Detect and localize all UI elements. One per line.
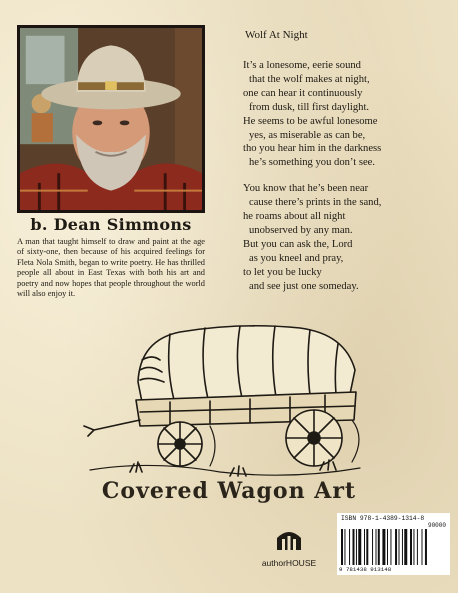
author-portrait-image <box>20 28 202 210</box>
poem-line: he roams about all night <box>243 211 346 223</box>
poem-line: You know that he’s been near <box>243 183 369 195</box>
brand-title: Covered Wagon Art <box>101 478 357 504</box>
covered-wagon-illustration <box>70 320 370 490</box>
poem-line: that the wolf makes at night, <box>249 73 370 85</box>
poem-line: and see just one someday. <box>249 280 359 292</box>
publisher-logo <box>258 528 320 568</box>
poem-line: cause there’s prints in the sand, <box>249 197 382 209</box>
arch-house-icon <box>274 528 304 552</box>
poem-line: It’s a lonesome, eerie sound <box>243 60 361 71</box>
author-name: b. Dean Simmons <box>30 215 192 234</box>
author-photo <box>17 25 205 213</box>
poem-line: to let you be lucky <box>243 266 322 278</box>
poem-body <box>243 59 448 306</box>
poem-line: one can hear it continuously <box>243 87 363 99</box>
isbn-barcode <box>337 513 450 575</box>
poem-line: from dusk, till first daylight. <box>249 101 370 113</box>
poem-line: tho you hear him in the darkness <box>243 143 382 155</box>
publisher-name: authorHOUSE <box>261 558 317 568</box>
barcode-digits: 9 781438 913148 <box>339 566 392 573</box>
author-bio: A man that taught himself to draw and paint at the age of sixty-one, then because of his acquired feelings for Fleta Nola Smith, began to write poetry. He has thrilled people all about in East Texas with both his art and poetry and now hopes that people throughout the world will also enjoy it. <box>17 237 205 299</box>
poem-line: unobserved by any man. <box>249 224 353 236</box>
isbn-number: ISBN 978-1-4389-1314-8 <box>341 515 425 522</box>
poem-stanza <box>243 59 448 170</box>
poem-line: he’s something you don’t see. <box>249 157 376 169</box>
barcode-bars <box>341 529 446 565</box>
poem-stanza <box>243 182 448 293</box>
poem-line: He seems to be awful lonesome <box>243 115 378 127</box>
poem-line: yes, as miserable as can be, <box>249 129 366 141</box>
poem-line: as you kneel and pray, <box>249 252 344 264</box>
poem-title: Wolf At Night <box>245 29 308 41</box>
price-code: 90000 <box>427 522 446 529</box>
poem-line: But you can ask the, Lord <box>243 238 353 250</box>
